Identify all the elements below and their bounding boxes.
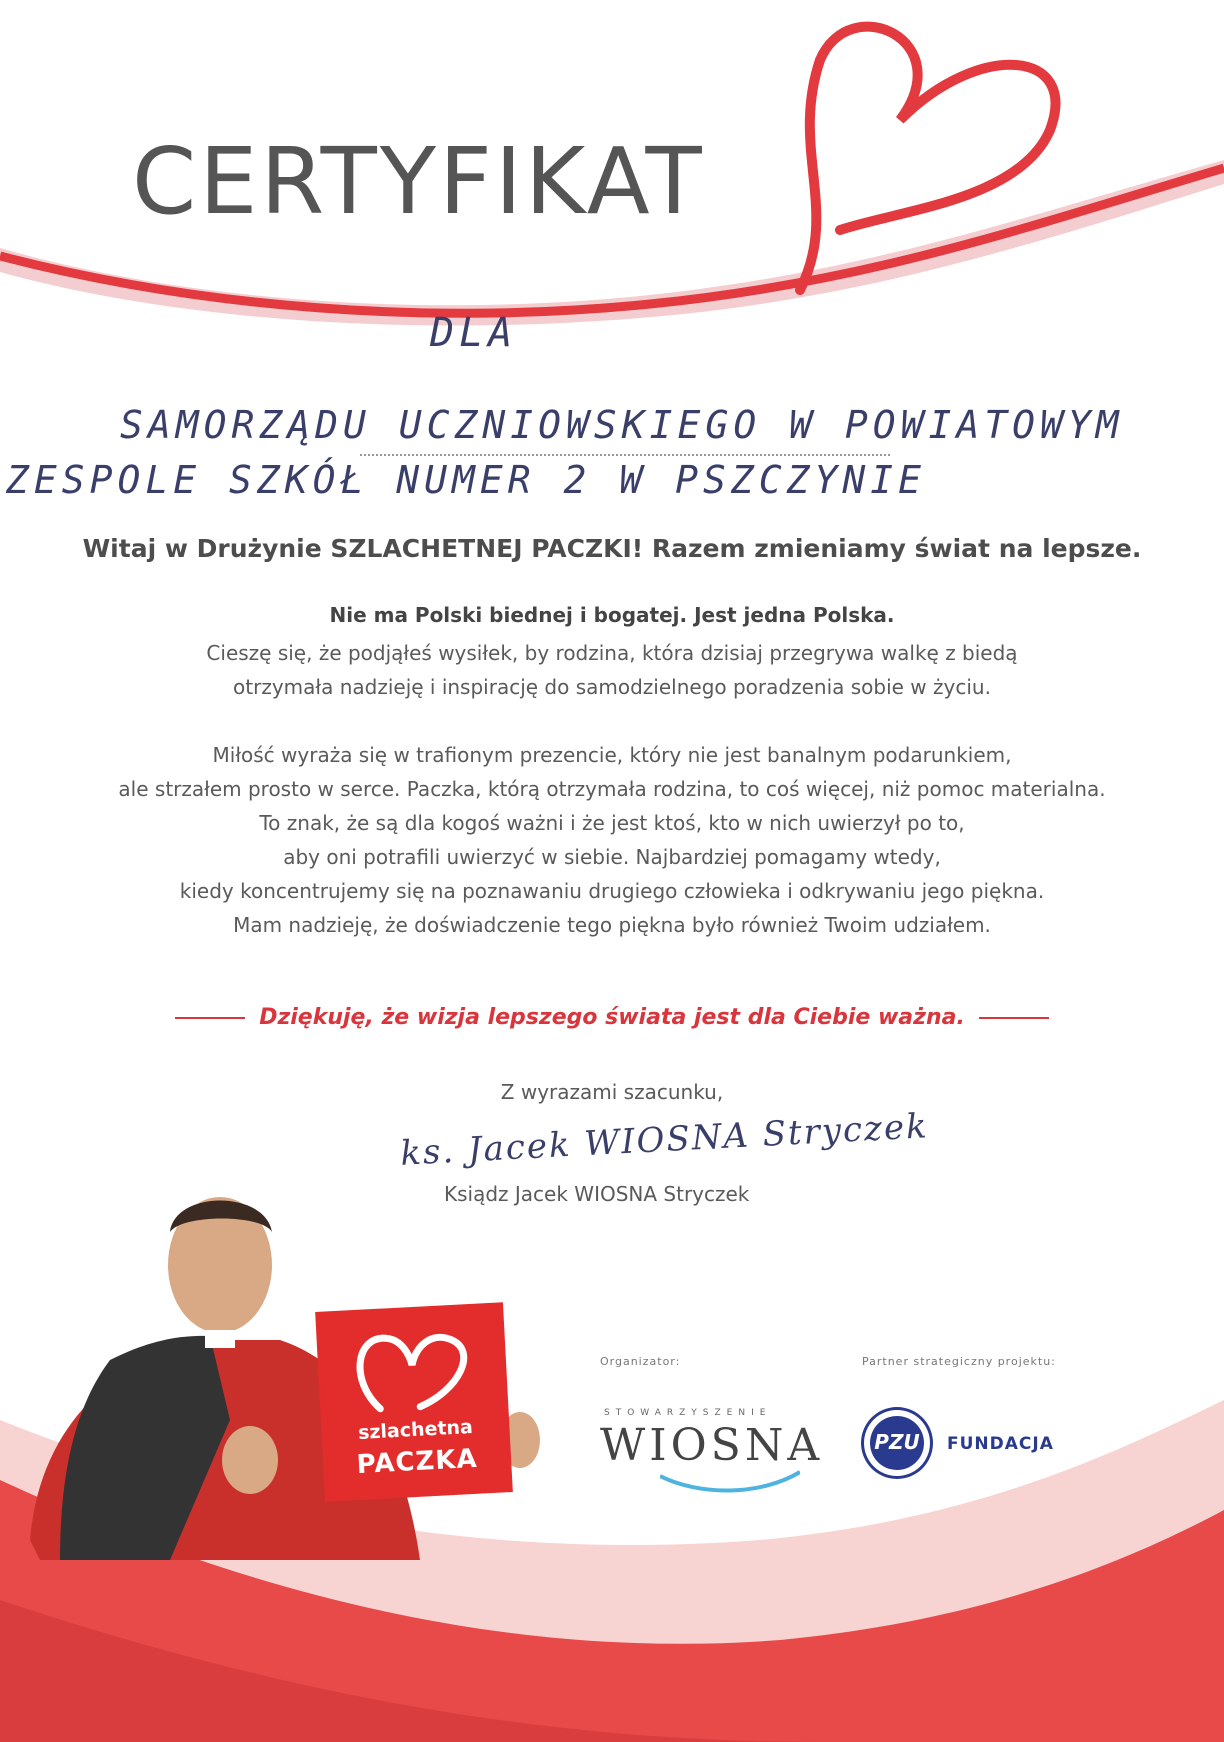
organizer-label: Organizator: bbox=[600, 1355, 681, 1368]
paragraph-2-line: ale strzałem prosto w serce. Paczka, którą otrzymała rodzina, to coś więcej, niż pomoc materialna. bbox=[118, 777, 1106, 801]
paragraph-2-line: aby oni potrafili uwierzyć w siebie. Najbardziej pomagamy wtedy, bbox=[283, 845, 941, 869]
thanks-text: Dziękuję, że wizja lepszego świata jest dla Ciebie ważna. bbox=[259, 1005, 965, 1030]
paragraph-2-line: kiedy koncentrujemy się na poznawaniu drugiego człowieka i odkrywaniu jego piękna. bbox=[179, 879, 1045, 903]
handwritten-signature: ks. Jacek WIOSNA Stryczek bbox=[399, 1106, 930, 1174]
recipient-dotted-line bbox=[360, 454, 890, 456]
paragraph-1-line: otrzymała nadzieję i inspirację do samodzielnego poradzenia sobie w życiu. bbox=[233, 675, 991, 699]
paragraph-2-line: To znak, że są dla kogoś ważni i że jest ktoś, kto w nich uwierzył po to, bbox=[259, 811, 965, 835]
thanks-line bbox=[0, 1005, 1224, 1030]
welcome-heading: Witaj w Drużynie SZLACHETNEJ PACZKI! Razem zmieniamy świat na lepsze. bbox=[82, 534, 1142, 563]
thanks-rule-right bbox=[979, 1017, 1049, 1019]
wiosna-logo: WIOSNA bbox=[600, 1420, 824, 1471]
lead-sentence: Nie ma Polski biednej i bogatej. Jest jedna Polska. bbox=[329, 603, 895, 627]
paragraph-1-line: Cieszę się, że podjąłeś wysiłek, by rodzina, która dzisiaj przegrywa walkę z biedą bbox=[206, 641, 1018, 665]
regards-text: Z wyrazami szacunku, bbox=[500, 1080, 724, 1104]
handwritten-dla: DLA bbox=[430, 310, 518, 356]
handwritten-recipient-line1: SAMORZĄDU UCZNIOWSKIEGO W POWIATOWYM bbox=[120, 403, 1124, 447]
thanks-rule-left bbox=[175, 1017, 245, 1019]
wiosna-stowarzyszenie: STOWARZYSZENIE bbox=[604, 1408, 772, 1418]
badge-line1: szlachetna bbox=[357, 1415, 474, 1444]
pzu-logo-text: PZU bbox=[874, 1430, 920, 1454]
szlachetna-paczka-badge bbox=[315, 1302, 513, 1502]
fundacja-text: FUNDACJA bbox=[947, 1434, 1054, 1454]
paragraph-2 bbox=[0, 738, 1224, 942]
handwritten-recipient-line2: ZESPOLE SZKÓŁ NUMER 2 W PSZCZYNIE bbox=[6, 458, 926, 502]
paragraph-1 bbox=[0, 636, 1224, 704]
badge-heart-icon bbox=[315, 1302, 508, 1422]
signer-name: Ksiądz Jacek WIOSNA Stryczek bbox=[444, 1182, 750, 1206]
badge-line2: PACZKA bbox=[355, 1443, 479, 1481]
wiosna-swoosh-icon bbox=[660, 1470, 800, 1494]
certificate-title: CERTYFIKAT bbox=[132, 128, 705, 235]
partner-label: Partner strategiczny projektu: bbox=[862, 1355, 1056, 1368]
paragraph-2-line: Miłość wyraża się w trafionym prezencie, który nie jest banalnym podarunkiem, bbox=[212, 743, 1012, 767]
paragraph-2-line: Mam nadzieję, że doświadczenie tego piękna było również Twoim udziałem. bbox=[233, 913, 991, 937]
